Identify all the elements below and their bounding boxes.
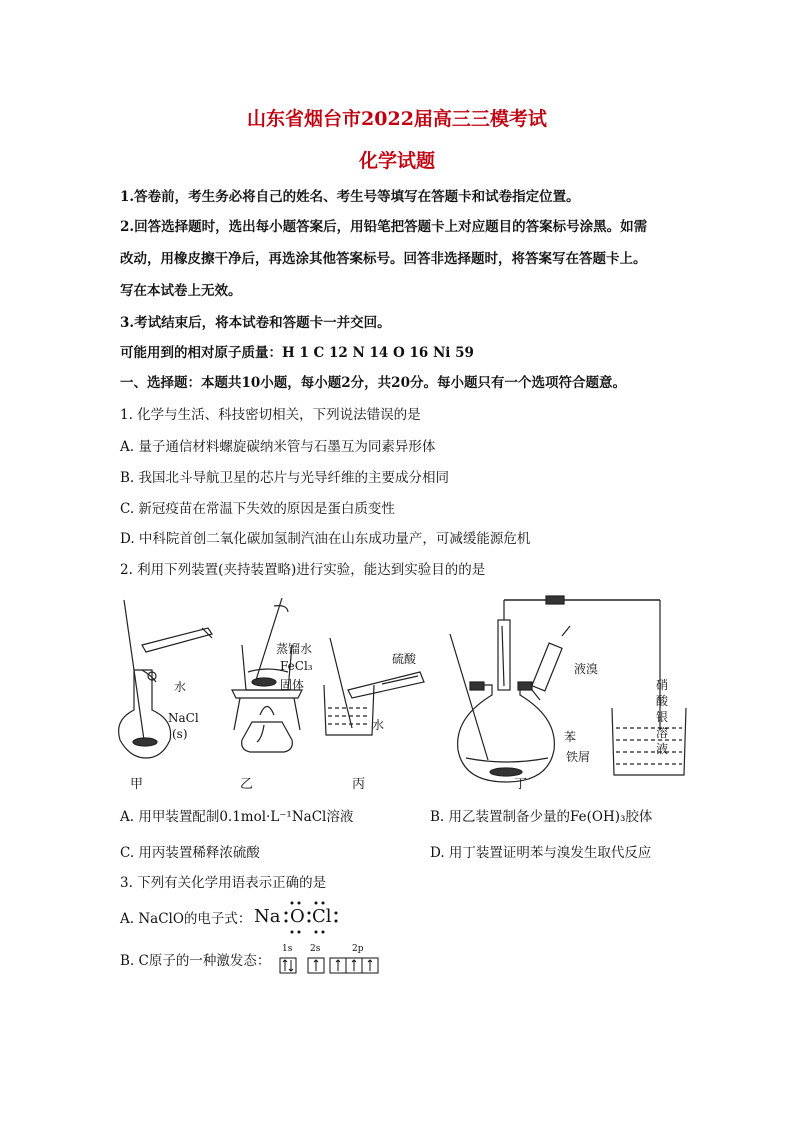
orbital-label-2p: 2p [352,944,364,954]
label-yi: 乙 [240,777,254,792]
label-jia: 甲 [130,777,144,792]
q1-option-c: C. 新冠疫苗在常温下失效的原因是蛋白质变性 [120,501,395,517]
orbital-label-1s: 1s [282,944,293,954]
q1-option-a: A. 量子通信材料螺旋碳纳米管与石墨互为同素异形体 [120,439,436,455]
atomic-masses: 可能用到的相对原子质量：H 1 C 12 N 14 O 16 Ni 59 [120,345,474,361]
label-solid: 固体 [280,678,305,692]
symbol-cl: Cl [312,906,332,927]
label-ding: 丁 [514,777,528,792]
symbol-na: Na [254,906,281,927]
orbital-label-2s: 2s [310,944,321,954]
instruction-2-cont: 改动，用橡皮擦干净后，再选涂其他答案标号。回答非选择题时，将答案写在答题卡上。 [120,251,647,267]
section-heading: 一、选择题：本题共10小题，每小题2分，共20分。每小题只有一个选项符合题意。 [120,375,626,391]
label-bromine: 液溴 [574,662,599,676]
label-sulfuric-acid: 硫酸 [392,652,417,666]
label-silver-nitrate-1: 硝 [656,678,669,692]
q3-option-b: B. C原子的一种激发态： [120,953,271,969]
label-fecl3: FeCl₃ [280,659,313,673]
electron-dots [252,900,342,934]
instruction-3: 3.考试结束后，将本试卷和答题卡一并交回。 [120,315,391,331]
apparatus-yi [232,598,305,752]
instruction-2: 2.回答选择题时，选出每小题答案后，用铅笔把答题卡上对应题目的答案标号涂黑。如需 [120,219,648,235]
q3-stem: 3. 下列有关化学用语表示正确的是 [120,875,327,891]
label-nacl: NaCl [168,711,199,725]
q1-option-b: B. 我国北斗导航卫星的芯片与光导纤维的主要成分相同 [120,470,450,486]
label-water-jia: 水 [174,680,187,694]
label-silver-nitrate-4: 溶 [656,726,669,740]
label-silver-nitrate-5: 液 [656,742,669,756]
label-benzene: 苯 [564,730,577,744]
q2-option-c: C. 用丙装置稀释浓硫酸 [120,845,260,861]
apparatus-figure [112,590,692,795]
exam-title: 山东省烟台市2022届高三三模考试 [247,108,547,130]
label-iron-filings: 铁屑 [566,750,591,764]
q2-option-d: D. 用丁装置证明苯与溴发生取代反应 [430,845,652,861]
q1-option-d: D. 中科院首创二氧化碳加氢制汽油在山东成功量产，可减缓能源危机 [120,531,531,547]
label-silver-nitrate-3: 银 [656,710,669,724]
nacio-electron-formula [252,900,342,934]
orbital-boxes [248,956,393,976]
q2-stem: 2. 利用下列装置(夹持装置略)进行实验，能达到实验目的的是 [120,562,486,578]
q3-option-a: A. NaClO的电子式： [120,911,252,927]
orbital-diagram [248,944,393,976]
q2-option-a: A. 用甲装置配制0.1mol·L⁻¹NaCl溶液 [120,809,354,825]
instruction-1: 1.答卷前，考生务必将自己的姓名、考生号等填写在答题卡和试卷指定位置。 [120,189,580,205]
q1-stem: 1. 化学与生活、科技密切相关，下列说法错误的是 [120,407,421,423]
exam-subtitle: 化学试题 [358,150,435,172]
label-distilled-water: 蒸馏水 [276,642,313,656]
apparatus-jia [119,600,212,758]
label-silver-nitrate-2: 酸 [656,694,669,708]
symbol-o: O [290,906,305,927]
label-bing: 丙 [352,777,366,792]
q2-option-b: B. 用乙装置制备少量的Fe(OH)₃胶体 [430,809,653,825]
label-nacl-solid: (s) [172,727,188,741]
label-water-bing: 水 [372,718,385,732]
instruction-2-end: 写在本试卷上无效。 [120,283,242,299]
